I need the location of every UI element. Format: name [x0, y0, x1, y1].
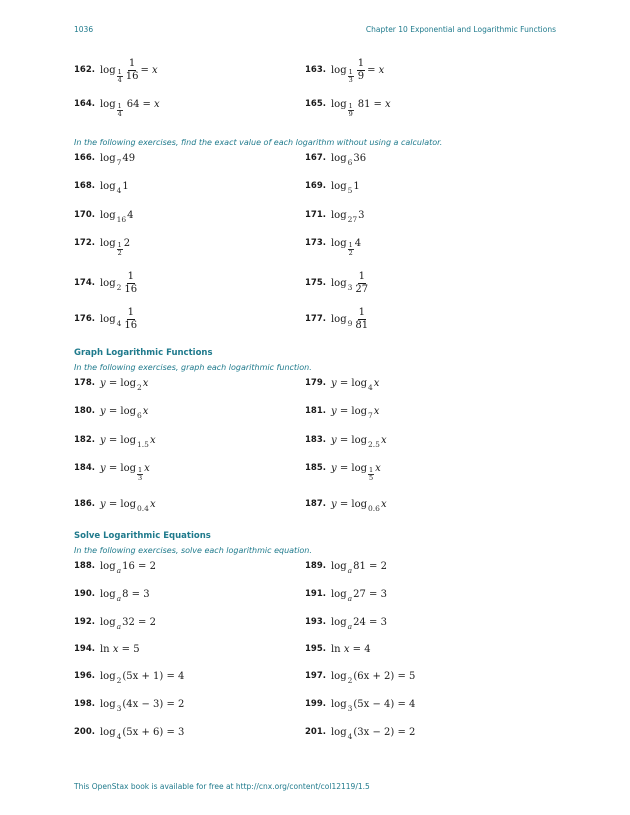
argument: 8 [122, 588, 129, 600]
log-base: 4 [368, 382, 373, 392]
argument: (3x − 2) [353, 726, 395, 738]
exercise-number: 192. [74, 617, 95, 627]
exercise-195: 195. ln x = 4 [305, 643, 371, 655]
exercise-188: 188. log a 16 = 2 [74, 560, 156, 575]
argument-denominator: 16 [125, 70, 139, 82]
exercise-194: 194. ln x = 5 [74, 643, 140, 655]
exercise-198: 198. log 3 (4x − 3) = 2 [74, 698, 185, 713]
right-hand-side: = 3 [369, 588, 387, 600]
argument-denominator: 9 [357, 70, 365, 82]
base-denominator: 5 [369, 473, 374, 482]
argument: 36 [353, 152, 367, 164]
exercise-row [74, 372, 564, 394]
exercise-number: 180. [74, 406, 95, 416]
argument: x [112, 643, 119, 655]
exercise-number: 200. [74, 727, 95, 737]
exercise-199: 199. log 3 (5x − 4) = 4 [305, 698, 416, 713]
right-hand-side: = 2 [138, 616, 156, 628]
argument-numerator: 1 [357, 57, 365, 69]
exercise-number: 173. [305, 238, 326, 248]
base-numerator: 1 [348, 102, 353, 110]
exercise-number: 174. [74, 278, 95, 288]
exercise-170: 170. log 16 4 [74, 209, 134, 224]
exercise-171: 171. log 27 3 [305, 209, 365, 224]
exercise-number: 172. [74, 238, 95, 248]
exercise-178: 178. y = log 2 x [74, 377, 149, 392]
log-base: 6 [347, 157, 353, 167]
log-base: 6 [137, 410, 142, 420]
exercise-175: 175. log 3 $\frac{1}{27}$ [305, 270, 369, 295]
exercise-number: 171. [305, 210, 326, 220]
log-base: 3 [116, 703, 122, 713]
right-hand-side: = 2 [166, 698, 185, 710]
log-base: 0.6 [368, 503, 380, 513]
exercise-183: 183. y = log 2.5 x [305, 434, 387, 449]
footer-attribution: This OpenStax book is available for free at http://cnx.org/content/col12119/1.5 [74, 782, 370, 791]
exercise-number: 179. [305, 378, 326, 388]
page-number: 1036 [74, 25, 94, 34]
exercise-176: 176. log 4 $\frac{1}{16}$ [74, 306, 138, 331]
log-base: a [347, 621, 353, 631]
exercise-number: 175. [305, 278, 326, 288]
exercise-number: 183. [305, 435, 326, 445]
base-denominator: 2 [348, 248, 353, 257]
exercise-number: 186. [74, 499, 95, 509]
exercise-192: 192. log a 32 = 2 [74, 616, 156, 631]
base-numerator: 1 [348, 241, 353, 249]
exercise-number: 178. [74, 378, 95, 388]
log-base: 2 [116, 282, 122, 292]
exercise-number: 196. [74, 671, 95, 681]
exercise-number: 197. [305, 671, 326, 681]
exercise-number: 194. [74, 644, 95, 654]
log-base: a [116, 565, 122, 575]
argument-denominator: 16 [124, 283, 138, 295]
exercise-row [74, 93, 564, 118]
exercise-179: 179. y = log 4 x [305, 377, 380, 392]
exercise-number: 176. [74, 314, 95, 324]
exercise-172: 172. log $\frac{1}{2}$ 2 [74, 237, 131, 257]
right-hand-side: = 4 [397, 698, 416, 710]
argument: (5x − 4) [353, 698, 395, 710]
base-denominator: 9 [348, 109, 353, 118]
log-base: 4 [116, 318, 122, 328]
exercise-row [74, 611, 564, 633]
base-numerator: 1 [117, 68, 122, 76]
exercise-190: 190. log a 8 = 3 [74, 588, 150, 603]
right-hand-side: = x [140, 64, 158, 76]
right-hand-side: = 2 [369, 560, 387, 572]
exercise-number: 177. [305, 314, 326, 324]
exercise-184: 184. y = log $\frac{1}{3}$ x [74, 462, 150, 482]
right-hand-side: = 4 [166, 670, 185, 682]
exercise-number: 170. [74, 210, 95, 220]
exercise-197: 197. log 2 (6x + 2) = 5 [305, 670, 416, 685]
log-base: a [347, 593, 353, 603]
base-denominator: 3 [138, 473, 143, 482]
exercise-row [74, 272, 564, 294]
exercise-number: 193. [305, 617, 326, 627]
exercise-163: 163. log $\frac{1}{3}$ $\frac{1}{9}$ = x [305, 57, 385, 84]
base-denominator: 3 [348, 75, 353, 84]
right-hand-side: = x [142, 98, 160, 110]
exercise-169: 169. log 5 1 [305, 180, 360, 195]
exercise-row [74, 638, 564, 660]
argument: 81 [353, 560, 366, 572]
exercise-row [74, 232, 564, 257]
argument: 64 [126, 98, 140, 110]
right-hand-side: = 5 [121, 643, 140, 655]
right-hand-side: = 3 [166, 726, 185, 738]
exercise-number: 167. [305, 153, 326, 163]
argument: 1 [353, 180, 360, 192]
exercise-row [74, 693, 564, 715]
exercise-row [74, 429, 564, 451]
chapter-title: Chapter 10 Exponential and Logarithmic Functions [365, 25, 556, 34]
right-hand-side: = 2 [138, 560, 156, 572]
right-hand-side: = x [367, 64, 385, 76]
base-numerator: 1 [117, 241, 122, 249]
exercise-193: 193. log a 24 = 3 [305, 616, 387, 631]
exercise-row [74, 583, 564, 605]
argument: (6x + 2) [353, 670, 395, 682]
exercise-164: 164. log $\frac{1}{4}$ 64 = x [74, 98, 160, 118]
exercise-165: 165. log $\frac{1}{9}$ 81 = x [305, 98, 391, 118]
log-base: 16 [116, 214, 127, 224]
exercise-row [74, 457, 564, 482]
log-base: 1.5 [137, 439, 149, 449]
exercise-189: 189. log a 81 = 2 [305, 560, 387, 575]
exercise-201: 201. log 4 (3x − 2) = 2 [305, 726, 416, 741]
base-numerator: 1 [117, 102, 122, 110]
exercise-number: 168. [74, 181, 95, 191]
exercise-row [74, 175, 564, 197]
right-hand-side: = 3 [131, 588, 150, 600]
argument-denominator: 81 [355, 319, 369, 331]
exercise-186: 186. y = log 0.4 x [74, 498, 156, 513]
argument: (5x + 1) [122, 670, 164, 682]
exercise-number: 182. [74, 435, 95, 445]
exercise-number: 191. [305, 589, 326, 599]
argument: (4x − 3) [122, 698, 164, 710]
exercise-174: 174. log 2 $\frac{1}{16}$ [74, 270, 138, 295]
log-base: a [116, 593, 122, 603]
exercise-number: 162. [74, 65, 95, 75]
section-heading-solve: Solve Logarithmic Equations [74, 531, 211, 541]
log-base: 2 [116, 675, 122, 685]
exercise-number: 195. [305, 644, 326, 654]
exercise-row [74, 665, 564, 687]
exercise-166: 166. log 7 49 [74, 152, 136, 167]
log-base: 2 [137, 382, 142, 392]
exercise-number: 190. [74, 589, 95, 599]
right-hand-side: = 5 [397, 670, 416, 682]
exercise-row [74, 57, 564, 84]
argument: (5x + 6) [122, 726, 164, 738]
exercise-196: 196. log 2 (5x + 1) = 4 [74, 670, 185, 685]
base-denominator: 4 [117, 109, 122, 118]
exercise-number: 185. [305, 463, 326, 473]
exercise-row [74, 308, 564, 330]
exercise-number: 164. [74, 99, 95, 109]
exercise-number: 165. [305, 99, 326, 109]
exercise-number: 189. [305, 561, 326, 571]
exercise-number: 181. [305, 406, 326, 416]
exercise-number: 187. [305, 499, 326, 509]
instruction-exact-values: In the following exercises, find the exact value of each logarithm without using a calculator. [74, 138, 443, 147]
base-denominator: 4 [117, 75, 122, 84]
argument-numerator: 1 [127, 270, 134, 282]
argument-numerator: 1 [127, 306, 134, 318]
exercise-181: 181. y = log 7 x [305, 405, 380, 420]
argument: 16 [122, 560, 135, 572]
log-base: 3 [347, 282, 353, 292]
log-base: 4 [116, 185, 122, 195]
exercise-number: 184. [74, 463, 95, 473]
log-base: 2 [347, 675, 353, 685]
argument: 27 [353, 588, 366, 600]
exercise-167: 167. log 6 36 [305, 152, 367, 167]
exercise-number: 163. [305, 65, 326, 75]
base-denominator: 2 [117, 248, 122, 257]
argument-numerator: 1 [358, 270, 365, 282]
right-hand-side: = 2 [397, 726, 416, 738]
argument: 49 [122, 152, 136, 164]
log-base: a [116, 621, 122, 631]
exercise-182: 182. y = log 1.5 x [74, 434, 156, 449]
instruction-solve: In the following exercises, solve each logarithmic equation. [74, 546, 312, 555]
argument-numerator: 1 [128, 57, 136, 69]
exercise-row [74, 721, 564, 743]
exercise-number: 188. [74, 561, 95, 571]
log-base: a [347, 565, 353, 575]
argument: 3 [358, 209, 365, 221]
argument: 4 [127, 209, 134, 221]
exercise-row [74, 400, 564, 422]
exercise-row [74, 147, 564, 169]
right-hand-side: = 3 [369, 616, 387, 628]
log-base: 27 [347, 214, 358, 224]
base-numerator: 1 [348, 68, 353, 76]
exercise-number: 199. [305, 699, 326, 709]
exercise-191: 191. log a 27 = 3 [305, 588, 387, 603]
base-numerator: 1 [138, 466, 143, 474]
exercise-number: 169. [305, 181, 326, 191]
argument-denominator: 16 [124, 319, 138, 331]
right-hand-side: = x [373, 98, 391, 110]
exercise-number: 198. [74, 699, 95, 709]
log-base: 9 [347, 318, 353, 328]
log-base: 4 [116, 731, 122, 741]
exercise-173: 173. log $\frac{1}{2}$ 4 [305, 237, 362, 257]
argument: 81 [357, 98, 371, 110]
exercise-185: 185. y = log $\frac{1}{5}$ x [305, 462, 381, 482]
argument: 4 [354, 237, 362, 249]
argument: 24 [353, 616, 366, 628]
section-heading-graph: Graph Logarithmic Functions [74, 348, 213, 358]
base-numerator: 1 [369, 466, 374, 474]
log-base: 7 [116, 157, 122, 167]
log-base: 4 [347, 731, 353, 741]
exercise-162: 162. log $\frac{1}{4}$ $\frac{1}{16}$ = x [74, 57, 158, 84]
exercise-180: 180. y = log 6 x [74, 405, 149, 420]
argument: 2 [123, 237, 131, 249]
exercise-number: 201. [305, 727, 326, 737]
exercise-number: 166. [74, 153, 95, 163]
log-base: 2.5 [368, 439, 380, 449]
exercise-187: 187. y = log 0.6 x [305, 498, 387, 513]
instruction-graph: In the following exercises, graph each logarithmic function. [74, 363, 312, 372]
exercise-177: 177. log 9 $\frac{1}{81}$ [305, 306, 369, 331]
log-base: 3 [347, 703, 353, 713]
exercise-200: 200. log 4 (5x + 6) = 3 [74, 726, 185, 741]
log-base: 0.4 [137, 503, 149, 513]
log-base: 5 [347, 185, 353, 195]
argument-numerator: 1 [358, 306, 365, 318]
argument-denominator: 27 [355, 283, 369, 295]
argument: 1 [122, 180, 129, 192]
argument: 32 [122, 616, 135, 628]
argument: x [343, 643, 350, 655]
right-hand-side: = 4 [352, 643, 371, 655]
log-base: 7 [368, 410, 373, 420]
exercise-row [74, 555, 564, 577]
exercise-168: 168. log 4 1 [74, 180, 129, 195]
exercise-row [74, 493, 564, 515]
exercise-row [74, 204, 564, 226]
